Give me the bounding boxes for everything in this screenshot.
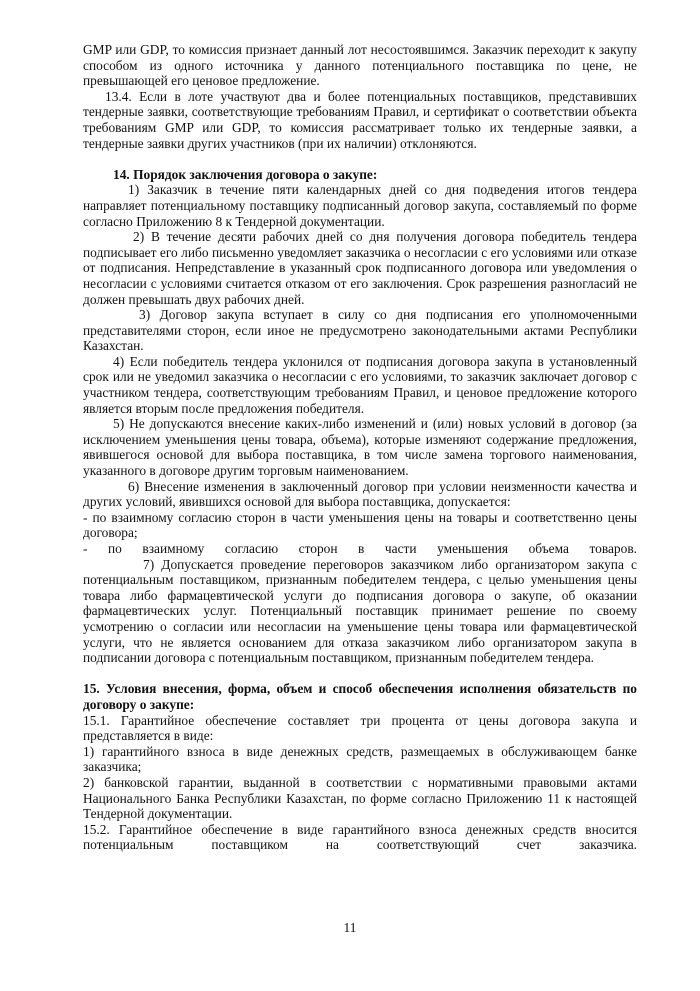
- paragraph-14-3: 3) Договор закупа вступает в силу со дня подписания его уполномоченными представителями сторон, если иное не предусмотрено законодательными актами Республики Казахстан.: [83, 307, 637, 354]
- section-15-heading: 15. Условия внесения, форма, объем и способ обеспечения исполнения обязательств по договору о закупе:: [83, 681, 637, 712]
- paragraph-14-7: 7) Допускается проведение переговоров заказчиком либо организатором закупа с потенциальным поставщиком, признанным победителем тендера, с целью уменьшения цены товара либо фармацевтической услуги до подписания договора о закупе, об оказании фармацевтических услуг. Потенциальный поставщик принимает решение по своему усмотрению о согласии или несогласии на уменьшение цены товара или фармацевтической услуги, что не является основанием для отказа заказчиком либо организатором закупа в подписании договора с потенциальным поставщиком, признанным победителем тендера.: [83, 556, 637, 666]
- page-number: 11: [343, 920, 357, 935]
- spacer: [83, 151, 637, 167]
- paragraph-15-1-item-1: 1) гарантийного взноса в виде денежных средств, размещаемых в обслуживающем банке заказчика;: [83, 743, 637, 775]
- paragraph-13-3-end: GMP или GDP, то комиссия признает данный лот несостоявшимся. Заказчик переходит к закупу способом из одного источника у данного потенциального поставщика по цене, не превышающей его ценовое предложение.: [83, 42, 637, 89]
- paragraph-15-1: 15.1. Гарантийное обеспечение составляет три процента от цены договора закупа и представляется в виде:: [83, 712, 637, 744]
- paragraph-13-4: 13.4. Если в лоте участвуют два и более потенциальных поставщиков, представивших тендерные заявки, соответствующие требованиям Правил, и сертификат о соответствии объекта требованиям GMP или GDP, то комиссия рассматривает только их тендерные заявки, а тендерные заявки других участников (при их наличии) отклоняются.: [83, 88, 637, 151]
- section-14-heading: 14. Порядок заключения договора о закупе:: [113, 166, 378, 182]
- paragraph-14-6: 6) Внесение изменения в заключенный договор при условии неизменности качества и других условий, явившихся основой для выбора поставщика, допускается:: [83, 478, 637, 510]
- paragraph-14-5: 5) Не допускаются внесение каких-либо изменений и (или) новых условий в договор (за исключением уменьшения цены товара, объема), которые изменяют содержание предложения, явившегося основой для выбора поставщика, в том числе замена торгового наименования, указанного в договоре другим торговым наименованием.: [83, 416, 637, 479]
- paragraph-14-2: 2) В течение десяти рабочих дней со дня получения договора победитель тендера подписывает его либо письменно уведомляет заказчика о несогласии с его условиями или отказе от подписания. Непредставление в указанный срок подписанного договора или уведомления о несогласии с условиями считается отказом от его заключения. Срок разрешения разногласий не должен превышать двух рабочих дней.: [83, 229, 637, 307]
- paragraph-14-1: 1) Заказчик в течение пяти календарных дней со дня подведения итогов тендера направляет потенциальному поставщику подписанный договор закупа, составляемый по форме согласно Приложению 8 к Тендерной документации.: [83, 182, 637, 229]
- paragraph-15-1-item-2: 2) банковской гарантии, выданной в соответствии с нормативными правовыми актами Национального Банка Республики Казахстан, по форме согласно Приложению 11 к настоящей Тендерной документации.: [83, 774, 637, 822]
- paragraph-14-4: 4) Если победитель тендера уклонился от подписания договора закупа в установленный срок или не уведомил заказчика о несогласии с его условиями, то заказчик заключает договор с участником тендера, соответствующим требованиям Правил, и ценовое предложение которого является вторым после предложения победителя.: [83, 353, 637, 416]
- paragraph-15-2: 15.2. Гарантийное обеспечение в виде гарантийного взноса денежных средств вносится потенциальным поставщиком на соответствующий счет заказчика.: [83, 821, 637, 853]
- paragraph-14-6-item-1: - по взаимному согласию сторон в части уменьшения цены на товары и соответственно цены договора;: [83, 509, 637, 541]
- paragraph-14-6-item-2: - по взаимному согласию сторон в части уменьшения объема товаров.: [83, 541, 637, 556]
- spacer: [83, 666, 637, 682]
